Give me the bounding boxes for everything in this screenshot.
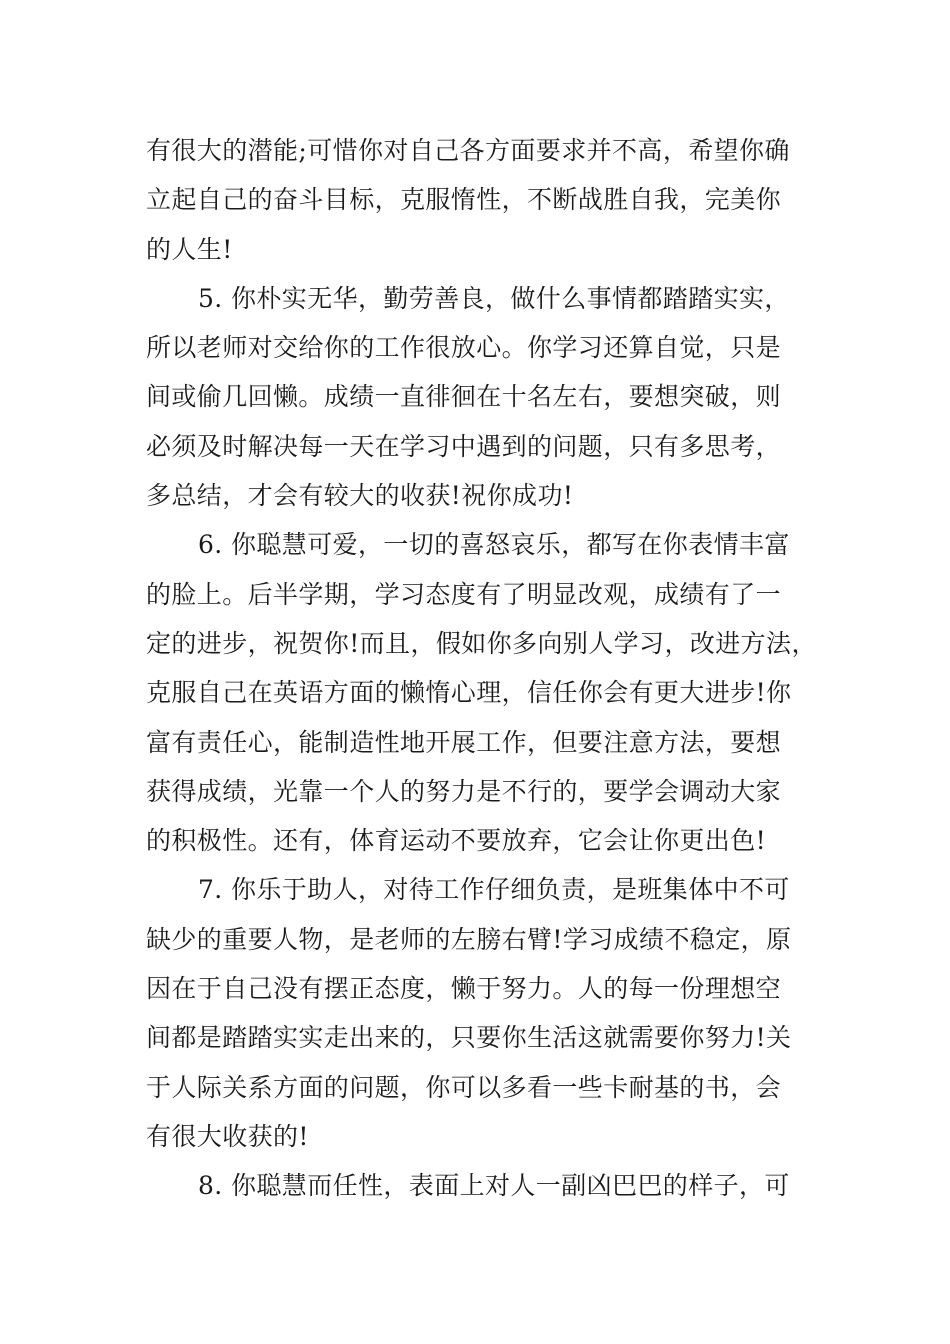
text-line: 的积极性。还有，体育运动不要放弃，它会让你更出色! <box>146 826 767 856</box>
text-line: 6. 你聪慧可爱，一切的喜怒哀乐，都写在你表情丰富 <box>198 530 790 560</box>
text-line: 8. 你聪慧而任性，表面上对人一副凶巴巴的样子，可 <box>198 1171 790 1201</box>
text-line: 有很大收获的! <box>146 1121 309 1151</box>
text-line: 立起自己的奋斗目标，克服惰性，不断战胜自我，完美你 <box>146 185 782 215</box>
document-body <box>146 126 836 1211</box>
text-line: 定的进步，祝贺你!而且，假如你多向别人学习，改进方法， <box>146 628 817 658</box>
text-line: 有很大的潜能;可惜你对自己各方面要求并不高，希望你确 <box>146 136 790 165</box>
text-line: 缺少的重要人物，是老师的左膀右臂!学习成绩不稳定，原 <box>146 924 792 954</box>
text-line: 的脸上。后半学期，学习态度有了明显改观，成绩有了一 <box>146 579 782 609</box>
text-line: 5. 你朴实无华，勤劳善良，做什么事情都踏踏实实， <box>198 283 790 313</box>
text-line: 间或偷几回懒。成绩一直徘徊在十名左右，要想突破，则 <box>146 382 782 412</box>
text-line: 多总结，才会有较大的收获!祝你成功! <box>146 481 574 511</box>
text-line: 克服自己在英语方面的懒惰心理，信任你会有更大进步!你 <box>146 678 792 708</box>
text-line: 于人际关系方面的问题，你可以多看一些卡耐基的书，会 <box>146 1072 782 1102</box>
text-line: 的人生! <box>146 234 233 264</box>
text-line: 获得成绩，光靠一个人的努力是不行的，要学会调动大家 <box>146 776 782 806</box>
text-line: 7. 你乐于助人，对待工作仔细负责，是班集体中不可 <box>198 875 790 905</box>
text-line: 因在于自己没有摆正态度，懒于努力。人的每一份理想空 <box>146 974 782 1004</box>
text-line: 间都是踏踏实实走出来的，只要你生活这就需要你努力!关 <box>146 1023 792 1053</box>
text-line: 必须及时解决每一天在学习中遇到的问题，只有多思考， <box>146 431 782 461</box>
text-line: 富有责任心，能制造性地开展工作，但要注意方法，要想 <box>146 727 782 757</box>
text-line: 所以老师对交给你的工作很放心。你学习还算自觉，只是 <box>146 333 782 363</box>
